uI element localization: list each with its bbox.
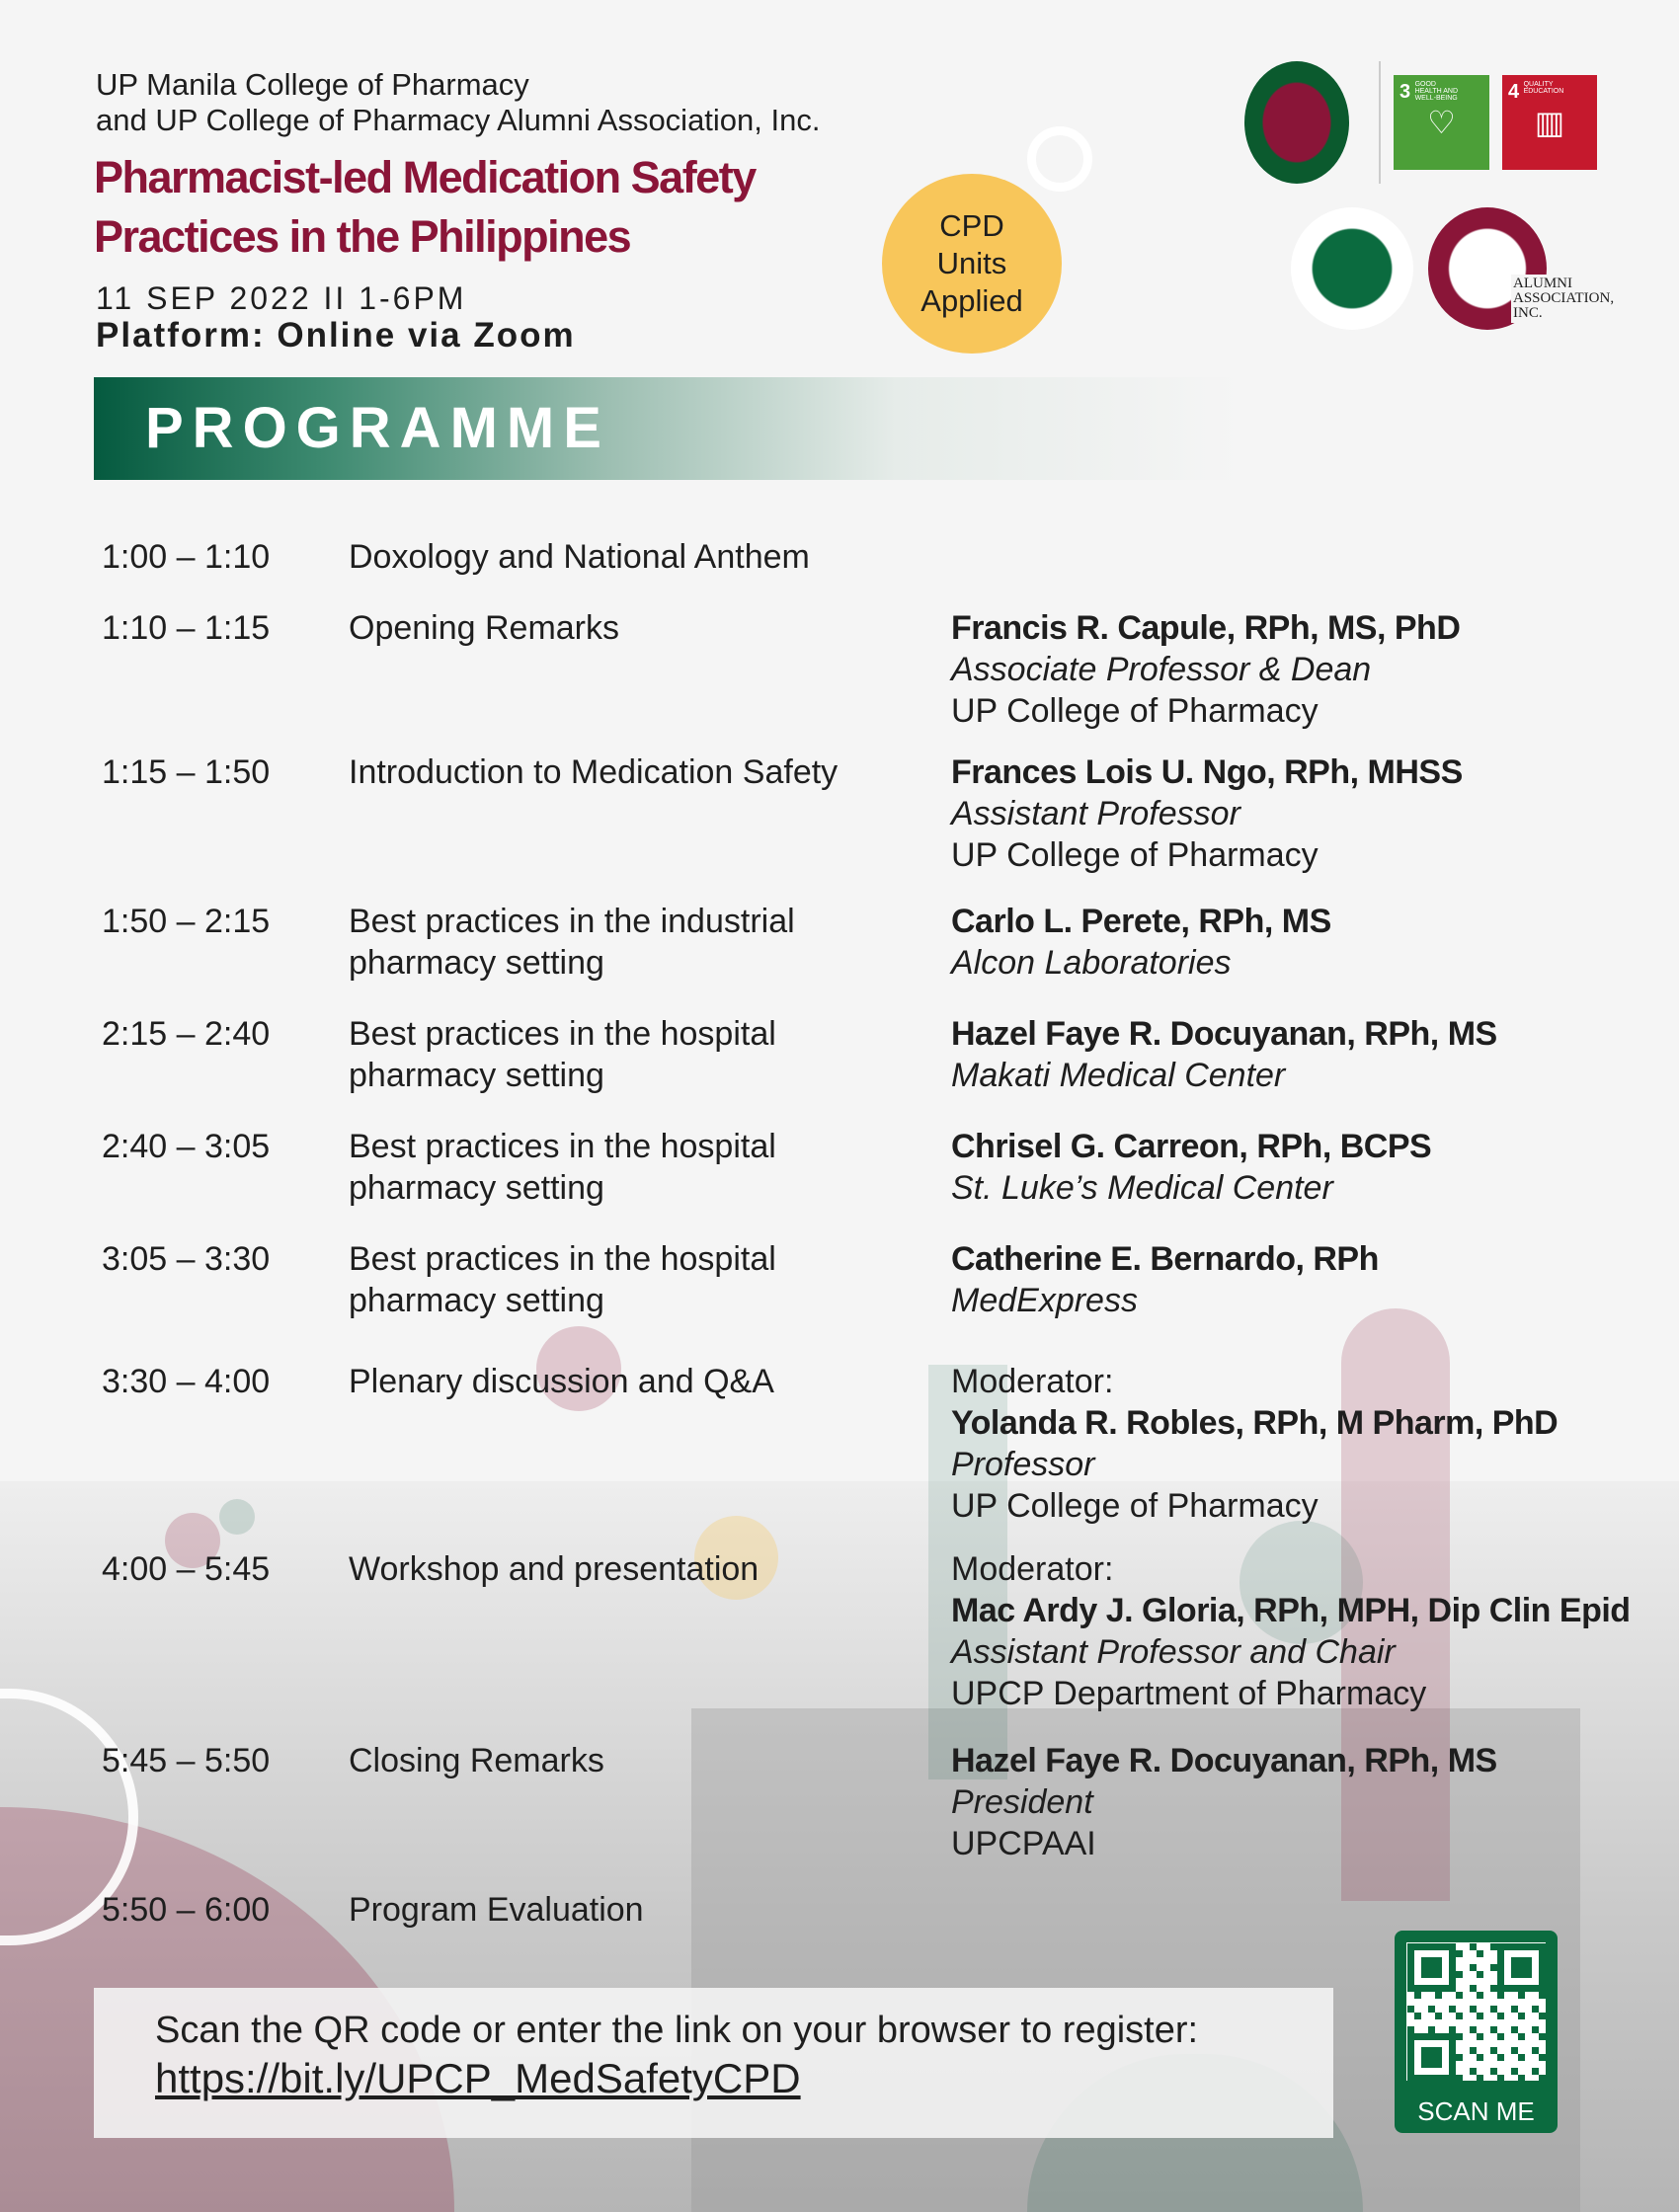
speaker-line: Hazel Faye R. Docuyanan, RPh, MS — [951, 1742, 1497, 1779]
qr-module — [1407, 1943, 1414, 1950]
qr-module — [1428, 2054, 1435, 2061]
qr-module — [1497, 2033, 1504, 2040]
qr-module — [1456, 2054, 1463, 2061]
college-seal-logo — [1291, 207, 1413, 330]
qr-module — [1511, 1943, 1518, 1950]
heartbeat-icon: ♡ — [1427, 105, 1456, 140]
qr-module — [1525, 1957, 1532, 1964]
qr-module — [1421, 2033, 1428, 2040]
qr-module — [1497, 2075, 1504, 2081]
qr-module — [1470, 2047, 1477, 2054]
qr-module — [1421, 2061, 1428, 2068]
qr-module — [1421, 2054, 1428, 2061]
book-icon: ▥ — [1534, 105, 1565, 140]
qr-module — [1497, 2054, 1504, 2061]
white-ring-top — [1027, 126, 1092, 192]
row-description: Plenary discussion and Q&A — [349, 1363, 774, 1400]
cpd-badge-text: CPD Units Applied — [920, 208, 1023, 318]
sdg3-number: 3 — [1399, 81, 1411, 103]
qr-module — [1456, 2033, 1463, 2040]
speaker-line: Alcon Laboratories — [951, 944, 1232, 982]
qr-module — [1511, 1964, 1518, 1971]
row-time: 2:15 – 2:40 — [102, 1015, 271, 1053]
qr-module — [1428, 1985, 1435, 1992]
qr-module — [1539, 1964, 1546, 1971]
qr-module — [1421, 2047, 1428, 2054]
qr-module — [1421, 1971, 1428, 1978]
qr-module — [1518, 1957, 1525, 1964]
qr-module — [1407, 2006, 1414, 2013]
registration-instruction: Scan the QR code or enter the link on your browser to register: — [155, 2010, 1199, 2051]
title-line-2: Practices in the Philippines — [94, 211, 631, 262]
qr-module — [1428, 2047, 1435, 2054]
speaker-line: UP College of Pharmacy — [951, 692, 1319, 730]
green-small-dot — [219, 1499, 255, 1535]
organizer-line-2: and UP College of Pharmacy Alumni Association, Inc. — [96, 103, 821, 137]
qr-module — [1456, 1992, 1463, 1999]
qr-module — [1428, 2061, 1435, 2068]
qr-module — [1421, 1943, 1428, 1950]
qr-module — [1414, 1985, 1421, 1992]
speaker-line: Yolanda R. Robles, RPh, M Pharm, PhD — [951, 1404, 1559, 1442]
row-time: 1:15 – 1:50 — [102, 753, 271, 791]
qr-module — [1442, 2033, 1449, 2040]
qr-module — [1532, 1943, 1539, 1950]
row-speaker — [951, 901, 1667, 984]
qr-module — [1532, 2006, 1539, 2013]
qr-module — [1435, 1943, 1442, 1950]
qr-module — [1456, 2013, 1463, 2019]
row-speaker — [951, 1361, 1667, 1527]
qr-module — [1497, 1971, 1504, 1978]
qr-module — [1539, 1943, 1546, 1950]
qr-module — [1414, 2075, 1421, 2081]
qr-module — [1539, 1971, 1546, 1978]
qr-module — [1490, 2068, 1497, 2075]
speaker-line: Catherine E. Bernardo, RPh — [951, 1240, 1379, 1278]
qr-module — [1407, 1950, 1414, 1957]
qr-module — [1435, 2033, 1442, 2040]
scan-me-label: SCAN ME — [1417, 2096, 1535, 2126]
qr-module — [1490, 2026, 1497, 2033]
qr-module — [1442, 1985, 1449, 1992]
qr-module — [1518, 1992, 1525, 1999]
sdg4-number: 4 — [1508, 81, 1520, 103]
qr-module — [1511, 2026, 1518, 2033]
speaker-line: UPCPAAI — [951, 1825, 1096, 1862]
qr-module — [1497, 1950, 1504, 1957]
qr-module — [1435, 1971, 1442, 1978]
qr-module — [1518, 2054, 1525, 2061]
qr-module — [1539, 1985, 1546, 1992]
qr-module — [1442, 1943, 1449, 1950]
qr-module — [1449, 2054, 1456, 2061]
qr-module — [1470, 2026, 1477, 2033]
qr-module — [1477, 1950, 1483, 1957]
qr-module — [1407, 2075, 1414, 2081]
row-time: 1:00 – 1:10 — [102, 538, 271, 576]
registration-box — [94, 1988, 1333, 2138]
qr-module — [1407, 2061, 1414, 2068]
row-description: Introduction to Medication Safety — [349, 753, 839, 791]
row-time: 3:30 – 4:00 — [102, 1363, 271, 1400]
qr-module — [1428, 2006, 1435, 2013]
speaker-line: Moderator: — [951, 1550, 1114, 1588]
qr-module — [1477, 1971, 1483, 1978]
row-speaker — [951, 1013, 1667, 1096]
speaker-line: Moderator: — [951, 1363, 1114, 1400]
qr-module — [1449, 1971, 1456, 1978]
sdg3-logo — [1394, 75, 1489, 170]
row-description: Workshop and presentation — [349, 1550, 760, 1588]
qr-module — [1456, 1971, 1463, 1978]
qr-module — [1518, 2013, 1525, 2019]
qr-module — [1539, 2075, 1546, 2081]
qr-module — [1477, 1992, 1483, 1999]
qr-module — [1435, 2075, 1442, 2081]
row-speaker — [951, 751, 1667, 876]
qr-module — [1490, 1964, 1497, 1971]
qr-module — [1449, 1950, 1456, 1957]
row-time: 5:50 – 6:00 — [102, 1891, 271, 1929]
qr-module — [1449, 1964, 1456, 1971]
qr-module — [1477, 2013, 1483, 2019]
qr-module — [1414, 1943, 1421, 1950]
speaker-line: Makati Medical Center — [951, 1057, 1286, 1094]
qr-module — [1532, 2047, 1539, 2054]
speaker-line: Professor — [951, 1446, 1095, 1483]
qr-module — [1490, 1985, 1497, 1992]
qr-module — [1456, 2075, 1463, 2081]
qr-module — [1449, 1978, 1456, 1985]
qr-module — [1449, 2047, 1456, 2054]
qr-module — [1497, 1985, 1504, 1992]
qr-module — [1490, 2006, 1497, 2013]
row-speaker — [951, 1740, 1667, 1864]
qr-module — [1456, 1950, 1463, 1957]
organizer-text — [96, 67, 820, 138]
qr-module — [1477, 2033, 1483, 2040]
qr-module — [1532, 2068, 1539, 2075]
qr-module — [1449, 2033, 1456, 2040]
qr-module — [1511, 1985, 1518, 1992]
up-seal-logo — [1244, 61, 1349, 184]
qr-module — [1477, 2054, 1483, 2061]
qr-module — [1497, 1943, 1504, 1950]
row-time: 3:05 – 3:30 — [102, 1240, 271, 1278]
speaker-line: UP College of Pharmacy — [951, 1487, 1319, 1525]
qr-module — [1407, 2047, 1414, 2054]
qr-module — [1525, 1985, 1532, 1992]
row-time: 1:10 – 1:15 — [102, 609, 271, 647]
qr-module — [1497, 2013, 1504, 2019]
qr-module — [1407, 1964, 1414, 1971]
qr-module — [1490, 2047, 1497, 2054]
qr-module — [1504, 1943, 1511, 1950]
speaker-line: MedExpress — [951, 1282, 1138, 1319]
qr-module — [1449, 2075, 1456, 2081]
qr-module — [1490, 1943, 1497, 1950]
speaker-line: Assistant Professor and Chair — [951, 1633, 1396, 1671]
qr-module — [1470, 1985, 1477, 1992]
qr-module — [1407, 2033, 1414, 2040]
sdg3-label: GOOD HEALTH AND WELL-BEING — [1414, 81, 1459, 102]
qr-module — [1428, 1943, 1435, 1950]
qr-code[interactable] — [1406, 1942, 1546, 2081]
programme-banner — [94, 377, 1239, 480]
qr-module — [1539, 2054, 1546, 2061]
qr-module — [1449, 2026, 1456, 2033]
qr-module — [1435, 1985, 1442, 1992]
speaker-line: St. Luke’s Medical Center — [951, 1169, 1333, 1207]
speaker-line: UP College of Pharmacy — [951, 836, 1319, 874]
qr-module — [1504, 1985, 1511, 1992]
organizer-line-1: UP Manila College of Pharmacy — [96, 67, 529, 102]
qr-module — [1428, 1964, 1435, 1971]
qr-module — [1497, 1964, 1504, 1971]
qr-module — [1511, 1957, 1518, 1964]
event-platform: Platform: Online via Zoom — [96, 316, 576, 355]
qr-module — [1407, 2026, 1414, 2033]
qr-module — [1407, 1978, 1414, 1985]
alumni-logo-text: ALUMNI ASSOCIATION, INC. — [1513, 276, 1615, 321]
qr-module — [1539, 1992, 1546, 1999]
qr-module — [1525, 1971, 1532, 1978]
qr-module — [1407, 2040, 1414, 2047]
speaker-line: Chrisel G. Carreon, RPh, BCPS — [951, 1128, 1432, 1165]
row-description: Best practices in the hospital pharmacy setting — [349, 1240, 776, 1319]
qr-module — [1428, 2026, 1435, 2033]
qr-module — [1518, 1985, 1525, 1992]
qr-module — [1511, 1971, 1518, 1978]
row-description: Closing Remarks — [349, 1742, 604, 1779]
qr-module — [1435, 2047, 1442, 2054]
qr-module — [1435, 1957, 1442, 1964]
qr-module — [1421, 1985, 1428, 1992]
qr-module — [1470, 1964, 1477, 1971]
qr-module — [1539, 1978, 1546, 1985]
row-time: 5:45 – 5:50 — [102, 1742, 271, 1779]
qr-module — [1435, 1992, 1442, 1999]
qr-module — [1435, 2061, 1442, 2068]
qr-module — [1539, 1950, 1546, 1957]
speaker-line: UPCP Department of Pharmacy — [951, 1675, 1427, 1712]
speaker-line: Frances Lois U. Ngo, RPh, MHSS — [951, 753, 1463, 791]
qr-module — [1407, 1985, 1414, 1992]
qr-module — [1421, 1964, 1428, 1971]
row-time: 2:40 – 3:05 — [102, 1128, 271, 1165]
qr-module — [1414, 2033, 1421, 2040]
qr-module — [1525, 1964, 1532, 1971]
logo-divider — [1379, 61, 1381, 184]
speaker-line: Mac Ardy J. Gloria, RPh, MPH, Dip Clin Epid — [951, 1592, 1631, 1629]
qr-module — [1518, 2075, 1525, 2081]
sdg4-label: QUALITY EDUCATION — [1523, 81, 1564, 95]
qr-module — [1442, 2075, 1449, 2081]
qr-module — [1532, 2026, 1539, 2033]
row-speaker — [951, 1126, 1667, 1209]
qr-module — [1407, 1957, 1414, 1964]
qr-module — [1539, 2013, 1546, 2019]
row-description: Best practices in the hospital pharmacy setting — [349, 1128, 776, 1207]
qr-module — [1449, 2068, 1456, 2075]
qr-module — [1497, 1957, 1504, 1964]
qr-module — [1539, 2033, 1546, 2040]
qr-module — [1511, 2068, 1518, 2075]
qr-module — [1449, 2006, 1456, 2013]
qr-module — [1428, 2075, 1435, 2081]
title-line-1: Pharmacist-led Medication Safety — [94, 152, 756, 202]
row-description: Opening Remarks — [349, 609, 620, 647]
row-description: Program Evaluation — [349, 1891, 644, 1929]
speaker-line: Associate Professor & Dean — [951, 651, 1372, 688]
qr-module — [1449, 1957, 1456, 1964]
qr-module — [1449, 1943, 1456, 1950]
qr-module — [1435, 1964, 1442, 1971]
row-description: Best practices in the hospital pharmacy setting — [349, 1015, 776, 1094]
qr-module — [1407, 2068, 1414, 2075]
registration-link[interactable]: https://bit.ly/UPCP_MedSafetyCPD — [155, 2055, 801, 2101]
qr-module — [1470, 2068, 1477, 2075]
qr-module — [1539, 1957, 1546, 1964]
qr-module — [1421, 2075, 1428, 2081]
speaker-line: President — [951, 1783, 1093, 1821]
qr-module — [1511, 2047, 1518, 2054]
qr-module — [1407, 1971, 1414, 1978]
qr-module — [1449, 2061, 1456, 2068]
event-date: 11 SEP 2022 II 1-6PM — [96, 280, 467, 316]
qr-module — [1449, 1985, 1456, 1992]
qr-module — [1428, 1957, 1435, 1964]
sdg4-logo — [1502, 75, 1597, 170]
qr-module — [1435, 2054, 1442, 2061]
qr-module — [1518, 1964, 1525, 1971]
row-speaker — [951, 1238, 1667, 1321]
programme-heading: PROGRAMME — [145, 396, 610, 460]
row-speaker — [951, 1548, 1667, 1714]
qr-module — [1470, 1943, 1477, 1950]
row-description: Best practices in the industrial pharmacy setting — [349, 903, 795, 982]
speaker-line: Hazel Faye R. Docuyanan, RPh, MS — [951, 1015, 1497, 1053]
row-time: 1:50 – 2:15 — [102, 903, 271, 940]
qr-module — [1414, 1992, 1421, 1999]
qr-module — [1518, 2033, 1525, 2040]
speaker-line: Francis R. Capule, RPh, MS, PhD — [951, 609, 1461, 647]
row-speaker — [951, 607, 1667, 732]
row-description: Doxology and National Anthem — [349, 538, 810, 576]
qr-module — [1511, 2006, 1518, 2013]
speaker-line: Carlo L. Perete, RPh, MS — [951, 903, 1331, 940]
qr-module — [1470, 2006, 1477, 2013]
qr-module — [1421, 1957, 1428, 1964]
qr-module — [1497, 1978, 1504, 1985]
qr-module — [1449, 2040, 1456, 2047]
event-title — [94, 148, 874, 267]
qr-module — [1435, 2013, 1442, 2019]
cpd-badge — [882, 174, 1062, 354]
qr-module — [1532, 1985, 1539, 1992]
qr-module — [1428, 2033, 1435, 2040]
qr-module — [1497, 1992, 1504, 1999]
qr-module — [1518, 1971, 1525, 1978]
qr-module — [1414, 2013, 1421, 2019]
speaker-line: Assistant Professor — [951, 795, 1240, 832]
qr-module — [1518, 1943, 1525, 1950]
qr-code-card[interactable] — [1395, 1931, 1558, 2133]
qr-module — [1477, 2075, 1483, 2081]
qr-module — [1428, 1971, 1435, 1978]
row-time: 4:00 – 5:45 — [102, 1550, 271, 1588]
qr-module — [1525, 1943, 1532, 1950]
qr-module — [1407, 2054, 1414, 2061]
